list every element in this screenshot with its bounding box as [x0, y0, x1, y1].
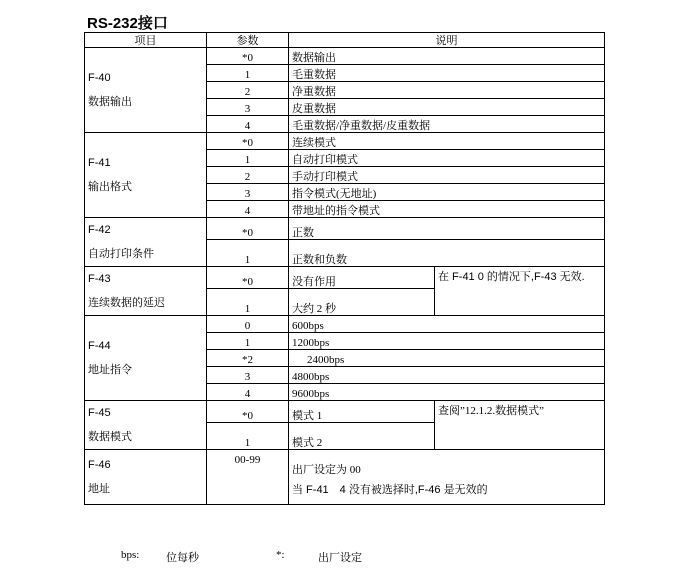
header-param: 参数 [207, 33, 289, 48]
table-row [85, 401, 605, 423]
param-cell: 3 [207, 367, 289, 384]
param-cell: 0 [207, 316, 289, 333]
param-cell: 4 [207, 201, 289, 218]
function-code: F-46 [88, 459, 111, 471]
function-cell-f40 [85, 48, 207, 133]
param-cell: *0 [207, 401, 289, 423]
function-code: F-43 [88, 273, 111, 285]
desc-cell: 大约 2 秒 [289, 289, 435, 316]
param-cell: 4 [207, 384, 289, 401]
param-cell: 3 [207, 184, 289, 201]
function-cell-f42 [85, 218, 207, 267]
param-cell: 1 [207, 65, 289, 82]
header-item: 项目 [85, 33, 207, 48]
desc-cell: 出厂设定为 00 [289, 450, 605, 476]
param-cell: 4 [207, 116, 289, 133]
note-cell: 在 F-41 0 的情况下,F-43 无效. [435, 267, 605, 316]
desc-cell: 毛重数据/净重数据/皮重数据 [289, 116, 605, 133]
param-cell: 1 [207, 333, 289, 350]
desc-cell: 带地址的指令模式 [289, 201, 605, 218]
param-cell: 2 [207, 167, 289, 184]
table-row [85, 48, 605, 65]
desc-cell: 正数和负数 [289, 240, 605, 267]
param-cell: *0 [207, 133, 289, 150]
settings-table [84, 32, 605, 505]
desc-cell: 1200bps [289, 333, 605, 350]
function-name: 连续数据的延迟 [88, 297, 165, 309]
function-code: F-42 [88, 224, 111, 236]
param-cell: 1 [207, 289, 289, 316]
desc-cell: 数据输出 [289, 48, 605, 65]
legend-bps-value: 位每秒 [166, 552, 199, 564]
function-code: F-44 [88, 340, 111, 352]
param-cell: *0 [207, 218, 289, 240]
param-cell: *0 [207, 48, 289, 65]
function-name: 数据模式 [88, 431, 132, 443]
function-cell-f43 [85, 267, 207, 316]
desc-cell: 皮重数据 [289, 99, 605, 116]
function-name: 输出格式 [88, 181, 132, 193]
param-cell: 1 [207, 240, 289, 267]
param-cell: 00-99 [207, 450, 289, 505]
table-header-row [85, 33, 605, 48]
desc-cell: 9600bps [289, 384, 605, 401]
legend-star-key: *: [276, 549, 285, 561]
desc-cell: 毛重数据 [289, 65, 605, 82]
param-cell: *2 [207, 350, 289, 367]
function-code: F-41 [88, 157, 111, 169]
table-row [85, 450, 605, 476]
table-row [85, 218, 605, 240]
param-cell: 3 [207, 99, 289, 116]
function-cell-f41 [85, 133, 207, 218]
param-cell: 2 [207, 82, 289, 99]
function-cell-f45 [85, 401, 207, 450]
function-cell-f46 [85, 450, 207, 505]
function-name: 地址指令 [88, 364, 132, 376]
param-cell: 1 [207, 423, 289, 450]
param-cell: *0 [207, 267, 289, 289]
function-name: 数据输出 [88, 96, 132, 108]
desc-cell: 模式 2 [289, 423, 435, 450]
desc-cell: 模式 1 [289, 401, 435, 423]
table-row [85, 267, 605, 289]
desc-cell: 连续模式 [289, 133, 605, 150]
desc-cell: 正数 [289, 218, 605, 240]
note-cell: 查阅”12.1.2.数据模式” [435, 401, 605, 450]
desc-cell: 没有作用 [289, 267, 435, 289]
function-name: 地址 [88, 483, 110, 495]
function-code: F-40 [88, 72, 111, 84]
table-row [85, 133, 605, 150]
desc-cell: 净重数据 [289, 82, 605, 99]
function-name: 自动打印条件 [88, 248, 154, 260]
desc-cell: 自动打印模式 [289, 150, 605, 167]
page-title: RS-232接口 [87, 15, 168, 32]
function-cell-f44 [85, 316, 207, 401]
desc-cell: 2400bps [289, 350, 605, 367]
legend-star-value: 出厂设定 [318, 552, 362, 564]
desc-cell: 600bps [289, 316, 605, 333]
desc-cell: 4800bps [289, 367, 605, 384]
param-cell: 1 [207, 150, 289, 167]
desc-cell: 当 F-41 4 没有被选择时,F-46 是无效的 [289, 476, 605, 505]
function-code: F-45 [88, 407, 111, 419]
legend-bps-key: bps: [121, 549, 140, 561]
table-row [85, 316, 605, 333]
desc-cell: 手动打印模式 [289, 167, 605, 184]
header-desc: 说明 [289, 33, 605, 48]
desc-cell: 指令模式(无地址) [289, 184, 605, 201]
